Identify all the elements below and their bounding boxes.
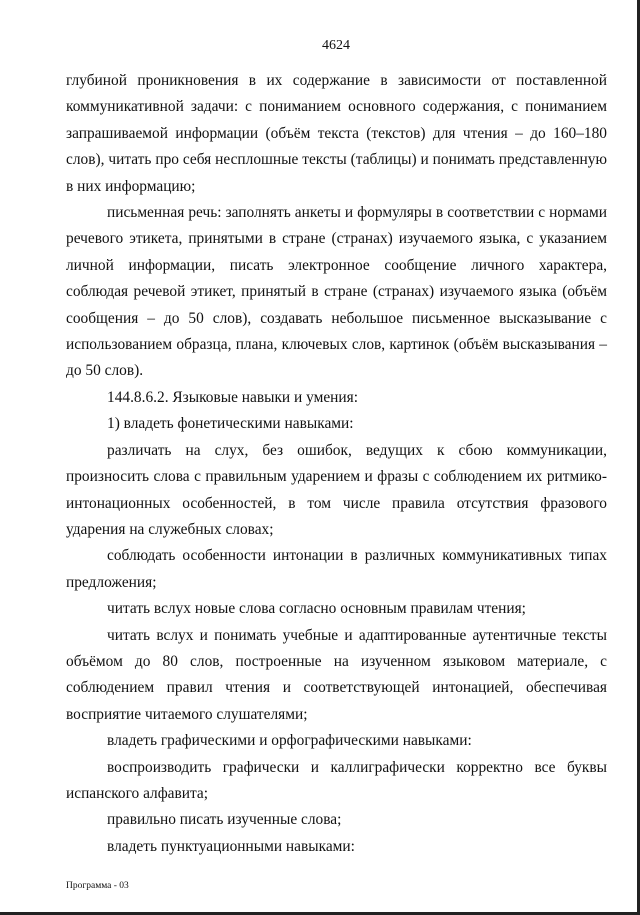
paragraph: владеть графическими и орфографическими навыками: [107,732,472,750]
page-number: 4624 [322,38,350,53]
paragraph: письменная речь: заполнять анкеты и формуляры в соответствии с нормами речевого этикета, принятыми в стране (странах) изучаемого языка, с указанием личной информации, писать электронное сообщение личного характера, соблюдая речевой этикет, принятый в стране (странах) изучаемого языка (объём сообщения – до 50 слов), создавать небольшое письменное высказывание с использованием образца, плана, ключевых слов, картинок (объём высказывания – до 50 слов). [66,204,607,380]
list-item: 1) владеть фонетическими навыками: [107,415,354,433]
document-body [66,68,607,860]
paragraph: читать вслух новые слова согласно основным правилам чтения; [107,600,526,618]
paragraph: различать на слух, без ошибок, ведущих к сбою коммуникации, произносить слова с правильным ударением и фразы с соблюдением их ритмико-интонационных особенностей, в том числе правила отсутствия фразового ударения на служебных словах; [66,441,607,538]
paragraph: соблюдать особенности интонации в различных коммуникативных типах предложения; [66,547,607,591]
paragraph: читать вслух и понимать учебные и адаптированные аутентичные тексты объёмом до 80 слов, построенные на изученном языковом материале, с соблюдением правил чтения и соответствующей интонацией, обеспечивая восприятие читаемого слушателями; [66,626,607,723]
section-heading: 144.8.6.2. Языковые навыки и умения: [107,388,358,406]
footer-label: Программа - 03 [66,881,129,891]
paragraph: владеть пунктуационными навыками: [107,837,355,855]
paragraph: воспроизводить графически и каллиграфически корректно все буквы испанского алфавита; [66,758,607,802]
paragraph: правильно писать изученные слова; [107,811,342,829]
paragraph: глубиной проникновения в их содержание в зависимости от поставленной коммуникативной задачи: с пониманием основного содержания, с пониманием запрашиваемой информации (объём текста (текстов) для чтения – до 160–180 слов), читать про себя несплошные тексты (таблицы) и понимать представленную в них информацию; [66,72,607,195]
